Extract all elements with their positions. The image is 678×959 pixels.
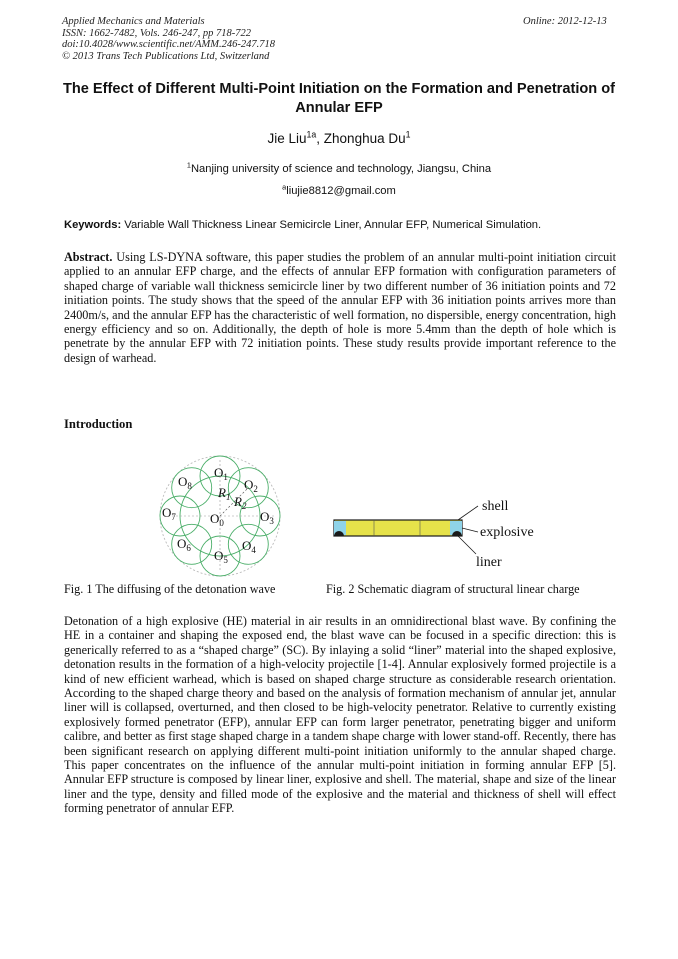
label-o1: $O_1$ [214,465,228,482]
author-line [62,131,616,146]
label-r1: $R_1$ [218,485,231,502]
introduction-paragraph: Detonation of a high explosive (HE) material in air results in an omnidirectional blast wave. By confining the HE in a container and shaping the exposed end, the blast wave can be focused in a specific direction: this is generically referred to as a “shaped charge” (SC). By inlaying a solid “liner” material into the shaped explosive, detonation results in the formation of a high-velocity projectile [1-4]. Annular explosively formed projectile is a kind of new efficient warhead, which is based on shaped charge structure as considerable research orientation. According to the shaped charge theory and based on the analysis of formation mechanism of annular jet, annular liner will is collapsed, overturned, and then closed to be high-velocity penetrator. Relative to currently existing explosively formed penetrator (EFP), annular EFP can form larger penetrator, penetrating bigger and uniform calibre, and better as first stage shaped charge in a tandem shape charge with lower stand-off. Recently, there has been significant research on applying different multi-point initiation uniformly to the annular shaped charge. This paper concentrates on the influence of the annular multi-point initiation in forming annular EFP [5]. Annular EFP structure is composed by linear liner, explosive and shell. The material, shape and size of the linear liner and the type, density and filled mode of the explosive and the material and thickness of shell will effect forming penetrator of annular EFP. [64,614,616,816]
label-o8: $O_8$ [178,474,192,491]
explosive-leader [462,528,478,532]
keywords-text: Variable Wall Thickness Linear Semicircle Liner, Annular EFP, Numerical Simulation. [121,219,542,231]
author-1: Jie Liu [267,131,307,146]
figure-1-caption: Fig. 1 The diffusing of the detonation wave [64,582,276,596]
email-text: liujie8812@gmail.com [286,185,396,197]
label-o3: $O_3$ [260,509,274,526]
liner-label: liner [476,555,502,570]
section-heading: Introduction [64,417,133,431]
abstract [64,250,616,365]
figure-2-caption: Fig. 2 Schematic diagram of structural linear charge [326,582,580,596]
abstract-text: Using LS-DYNA software, this paper studies the problem of an annular multi-point initiation circuit applied to an annular EFP charge, and the effects of annular EFP formation with configuration parameters of shaped charge of variable wall thickness semicircle liner by two different number of 36 initiation points and 72 initiation points. The study shows that the speed of the annular EFP with 36 initiation points arrives more than 2400m/s, and the annular EFP has the characteristic of well formation, no dispersible, energy concentration, high energy efficiency and so on. Additionally, the depth of hole is more 5.4mm than the depth of hole which is penetrate by the annular EFP with 72 initiation points. These study results provide important reference to the design of warhead. [64,250,616,365]
journal-header [62,16,275,62]
figure-1-detonation-diagram [140,440,300,580]
point-labels [162,465,274,565]
affiliation-text: Nanjing university of science and technology, Jiangsu, China [190,163,492,175]
label-o0: $O_0$ [210,511,224,528]
label-o7: $O_7$ [162,505,176,522]
affiliation-mark: 1 [186,160,191,170]
abstract-label: Abstract. [64,250,113,264]
author-1-affil: 1a [306,129,317,140]
copyright-line: © 2013 Trans Tech Publications Ltd, Switzerland [62,50,270,62]
shell-leader [458,506,478,520]
author-separator: , [316,131,324,146]
keywords-label: Keywords: [64,219,122,231]
label-r2: $R_2$ [234,494,247,511]
journal-name: Applied Mechanics and Materials [62,16,205,27]
label-o6: $O_6$ [177,536,191,553]
label-o5: $O_5$ [214,548,228,565]
keywords [64,219,620,231]
label-o2: $O_2$ [244,477,258,494]
shell-label: shell [482,499,509,514]
online-date: Online: 2012-12-13 [523,16,607,27]
issn-line: ISSN: 1662-7482, Vols. 246-247, pp 718-722 [62,27,251,39]
affiliation-line [62,160,616,175]
doi-line: doi:10.4028/www.scientific.net/AMM.246-247.718 [62,39,275,50]
author-2-affil: 1 [405,129,411,140]
explosive-label: explosive [480,525,534,540]
liner-leader [458,536,476,554]
explosive-body [334,520,462,536]
paper-title: The Effect of Different Multi-Point Initiation on the Formation and Penetration of Annular EFP [62,81,616,116]
author-2: Zhonghua Du [323,131,406,146]
label-o4: $O_4$ [242,538,256,555]
email-mark: a [282,182,287,192]
email-line [62,182,616,197]
figure-2-linear-charge-diagram [320,480,540,580]
